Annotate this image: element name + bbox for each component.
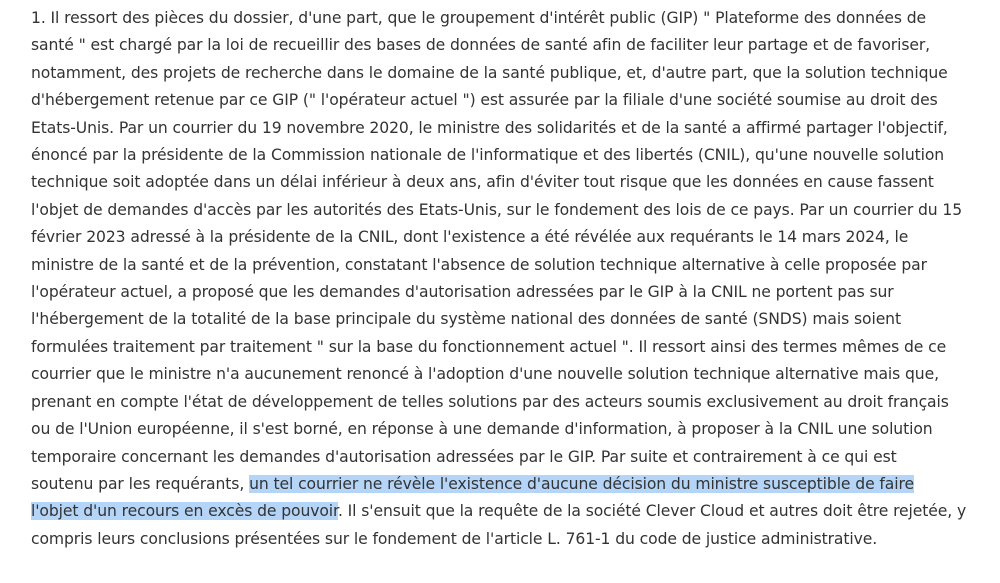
line-text: soutenu par les requérants, <box>31 474 250 493</box>
text-line: courrier que le ministre n'a aucunement renoncé à l'adoption d'une nouvelle solution technique alternative mais que, <box>31 365 939 384</box>
text-line: d'hébergement retenue par ce GIP (" l'opérateur actuel ") est assurée par la filiale d'une société soumise au droit des <box>31 91 938 110</box>
text-selection[interactable]: un tel courrier ne révèle l'existence d'aucune décision du ministre susceptible de faire <box>249 474 914 493</box>
text-selection[interactable]: l'objet d'un recours en excès de pouvoir <box>31 502 338 521</box>
text-line: énoncé par la présidente de la Commission nationale de l'informatique et des libertés (CNIL), qu'une nouvelle solution <box>31 146 945 165</box>
text-line: l'hébergement de la totalité de la base principale du système national des données de santé (SNDS) mais soient <box>31 310 901 329</box>
text-line: technique soit adoptée dans un délai inférieur à deux ans, afin d'éviter tout risque que les données en cause fassent <box>31 173 934 192</box>
text-line: temporaire concernant les demandes d'autorisation adressées par le GIP. Par suite et contrairement à ce qui est <box>31 447 897 466</box>
text-line[interactable] <box>31 471 981 498</box>
text-line: formulées traitement par traitement " sur la base du fonctionnement actuel ". Il ressort ainsi des termes mêmes de ce <box>31 337 947 356</box>
text-line: compris leurs conclusions présentées sur le fondement de l'article L. 761-1 du code de justice administrative. <box>31 529 878 548</box>
text-line: prenant en compte l'état de développement de telles solutions par des acteurs soumis exclusivement au droit français <box>31 392 949 411</box>
judgment-paragraph <box>31 5 981 553</box>
text-line[interactable] <box>31 498 981 525</box>
line-text: . Il s'ensuit que la requête de la société Clever Cloud et autres doit être rejetée, y <box>337 502 967 521</box>
text-line: santé " est chargé par la loi de recueillir des bases de données de santé afin de faciliter leur partage et de favoriser, <box>31 36 931 55</box>
text-line: Etats-Unis. Par un courrier du 19 novembre 2020, le ministre des solidarités et de la santé a affirmé partager l'objectif, <box>31 118 948 137</box>
text-line: l'opérateur actuel, a proposé que les demandes d'autorisation adressées par le GIP à la CNIL ne portent pas sur <box>31 283 894 302</box>
text-line: 1. Il ressort des pièces du dossier, d'une part, que le groupement d'intérêt public (GIP) " Plateforme des données de <box>31 9 927 27</box>
text-line: février 2023 adressé à la présidente de la CNIL, dont l'existence a été révélée aux requérants le 14 mars 2024, le <box>31 228 909 247</box>
text-line: l'objet de demandes d'accès par les autorités des Etats-Unis, sur le fondement des lois de ce pays. Par un courrier du 15 <box>31 200 963 219</box>
text-line: ou de l'Union européenne, il s'est borné, en réponse à une demande d'information, à proposer à la CNIL une solution <box>31 420 933 439</box>
text-line: notamment, des projets de recherche dans le domaine de la santé publique, et, d'autre part, que la solution technique <box>31 63 948 82</box>
text-line: ministre de la santé et de la prévention, constatant l'absence de solution technique alternative à celle proposée par <box>31 255 927 274</box>
